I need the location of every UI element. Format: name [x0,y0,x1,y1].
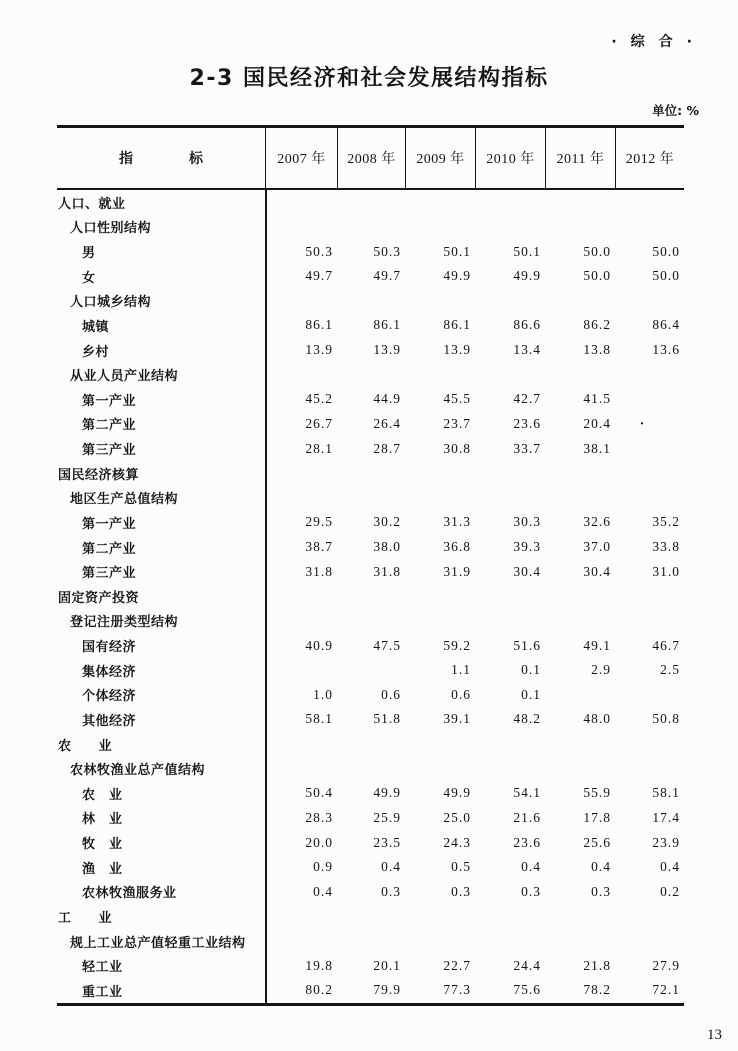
cell-value: 31.8 [305,563,333,579]
cell-value: 13.9 [373,342,401,358]
cell-value: 50.1 [513,243,541,259]
cell-value: 35.2 [652,514,680,530]
cell-value: 78.2 [583,982,611,998]
cell-value: 49.7 [305,268,333,284]
table-row [57,707,684,732]
cell-value: 79.9 [373,982,401,998]
cell-value: 47.5 [373,637,401,653]
cell-value: 31.0 [652,563,680,579]
row-indicator-label: 规上工业总产值轻重工业结构 [70,935,246,951]
row-indicator-label: 人口性别结构 [70,221,152,237]
cell-value: 50.0 [583,243,611,259]
year-column-header: 2007 年 [265,128,337,188]
cell-value: 31.3 [443,514,471,530]
row-indicator-label: 个体经济 [82,689,137,705]
table-row [57,313,684,338]
cell-value: 50.4 [305,785,333,801]
cell-value: 46.7 [652,637,680,653]
page-number: 13 [707,1027,722,1043]
cell-value: 23.7 [443,415,471,431]
cell-value: 50.8 [652,711,680,727]
table-row [57,362,684,387]
cell-value: 38.7 [305,539,333,555]
cell-value: 50.1 [443,243,471,259]
cell-value: 30.2 [373,514,401,530]
cell-value: 49.9 [373,785,401,801]
cell-value: 21.6 [513,809,541,825]
cell-value: 49.9 [443,785,471,801]
table-row [57,535,684,560]
cell-value: 0.6 [451,686,471,702]
cell-value: 49.1 [583,637,611,653]
table-row [57,215,684,240]
cell-value: 23.6 [513,834,541,850]
table-row [57,904,684,929]
section-corner-label: · 综 合 · [611,34,692,50]
year-column-header: 2009 年 [405,128,475,188]
cell-value: 0.4 [660,859,680,875]
cell-value: 49.9 [513,268,541,284]
cell-value: 0.9 [313,859,333,875]
table-row [57,461,684,486]
table-row [57,855,684,880]
year-column-header: 2010 年 [475,128,545,188]
cell-value: 86.1 [305,317,333,333]
table-row [57,584,684,609]
table-row [57,781,684,806]
cell-value: 86.6 [513,317,541,333]
cell-value: 32.6 [583,514,611,530]
cell-value: 0.1 [521,662,541,678]
table-row [57,953,684,978]
cell-value: 30.4 [513,563,541,579]
cell-value: 20.0 [305,834,333,850]
cell-value: 0.5 [451,859,471,875]
cell-value: 50.3 [305,243,333,259]
cell-value: 44.9 [373,391,401,407]
cell-value: 20.4 [583,415,611,431]
cell-value: 50.0 [583,268,611,284]
cell-value: 2.5 [660,662,680,678]
row-indicator-label: 男 [82,246,96,262]
row-indicator-label: 地区生产总值结构 [70,492,179,508]
cell-value: 80.2 [305,982,333,998]
cell-value: 77.3 [443,982,471,998]
cell-value: 75.6 [513,982,541,998]
row-indicator-label: 城镇 [82,319,110,335]
table-row [57,387,684,412]
row-indicator-label: 渔 业 [82,861,123,877]
cell-value: 48.2 [513,711,541,727]
table-row [57,510,684,535]
cell-value: 42.7 [513,391,541,407]
cell-value: 0.4 [591,859,611,875]
cell-value: 50.0 [652,268,680,284]
row-indicator-label: 第一产业 [82,516,137,532]
cell-value: 48.0 [583,711,611,727]
row-indicator-label: 其他经济 [82,713,137,729]
row-indicator-label: 农林牧渔业总产值结构 [70,763,206,779]
cell-value: 0.4 [313,883,333,899]
table-row [57,559,684,584]
row-indicator-label: 农 业 [82,787,123,803]
table-row [57,929,684,954]
row-indicator-label: 人口、就业 [58,196,126,212]
row-indicator-label: 固定资产投资 [58,590,140,606]
cell-value: 31.8 [373,563,401,579]
cell-value: 41.5 [583,391,611,407]
row-indicator-label: 乡村 [82,344,110,360]
cell-value: 21.8 [583,957,611,973]
cell-value: 86.2 [583,317,611,333]
cell-value: 0.2 [660,883,680,899]
table-row [57,978,684,1003]
table-row [57,264,684,289]
cell-value: 22.7 [443,957,471,973]
cell-value: 40.9 [305,637,333,653]
table-row [57,289,684,314]
cell-value: 1.0 [313,686,333,702]
table-row [57,338,684,363]
cell-value: 23.5 [373,834,401,850]
cell-value: 0.3 [451,883,471,899]
cell-value: 28.1 [305,440,333,456]
cell-value: 86.1 [373,317,401,333]
cell-value: 49.9 [443,268,471,284]
year-column-header: 2011 年 [545,128,615,188]
row-indicator-label: 国有经济 [82,640,137,656]
table-row [57,190,684,215]
table-row [57,412,684,437]
row-indicator-label: 重工业 [82,984,123,1000]
cell-value: 50.3 [373,243,401,259]
table-header-row [57,128,684,190]
table-row [57,880,684,905]
row-indicator-label: 从业人员产业结构 [70,369,179,385]
cell-value: 51.8 [373,711,401,727]
cell-value: 0.3 [521,883,541,899]
cell-value: 39.1 [443,711,471,727]
cell-value: 49.7 [373,268,401,284]
cell-value: 13.6 [652,342,680,358]
cell-value: 0.3 [381,883,401,899]
cell-value: 59.2 [443,637,471,653]
indicator-column-header: 指 标 [119,151,203,167]
cell-value: 13.9 [305,342,333,358]
cell-value: 45.2 [305,391,333,407]
row-indicator-label: 第三产业 [82,566,137,582]
row-indicator-label: 登记注册类型结构 [70,615,179,631]
cell-value: 23.6 [513,415,541,431]
cell-value: 38.1 [583,440,611,456]
cell-value: 33.7 [513,440,541,456]
cell-value: 86.1 [443,317,471,333]
cell-value: 51.6 [513,637,541,653]
cell-value: 24.4 [513,957,541,973]
row-indicator-label: 集体经济 [82,664,137,680]
cell-value: 23.9 [652,834,680,850]
row-indicator-label: 国民经济核算 [58,467,140,483]
row-indicator-label: 农 业 [58,738,113,754]
indicators-table [57,125,684,1006]
cell-value: 0.6 [381,686,401,702]
row-indicator-label: 人口城乡结构 [70,295,152,311]
cell-value: 13.9 [443,342,471,358]
cell-value: 2.9 [591,662,611,678]
year-column-header: 2008 年 [337,128,405,188]
cell-value: 17.4 [652,809,680,825]
table-row [57,239,684,264]
cell-value: 24.3 [443,834,471,850]
cell-value: 86.4 [652,317,680,333]
cell-value: 20.1 [373,957,401,973]
cell-value: 50.0 [652,243,680,259]
row-indicator-label: 工 业 [58,910,113,926]
cell-value: 30.8 [443,440,471,456]
row-indicator-label: 轻工业 [82,960,123,976]
cell-value: 58.1 [652,785,680,801]
indicator-column-divider [265,190,267,1003]
row-indicator-label: 第三产业 [82,443,137,459]
cell-value: 26.4 [373,415,401,431]
table-row [57,658,684,683]
year-column-header: 2012 年 [615,128,684,188]
cell-value: 31.9 [443,563,471,579]
table-row [57,486,684,511]
cell-value: · [639,415,646,431]
cell-value: 58.1 [305,711,333,727]
table-body [57,190,684,1003]
cell-value: 72.1 [652,982,680,998]
cell-value: 0.1 [521,686,541,702]
cell-value: 1.1 [451,662,471,678]
table-row [57,683,684,708]
row-indicator-label: 女 [82,270,96,286]
cell-value: 26.7 [305,415,333,431]
cell-value: 29.5 [305,514,333,530]
row-indicator-label: 林 业 [82,812,123,828]
cell-value: 0.4 [381,859,401,875]
cell-value: 54.1 [513,785,541,801]
cell-value: 25.0 [443,809,471,825]
cell-value: 38.0 [373,539,401,555]
cell-value: 13.4 [513,342,541,358]
cell-value: 45.5 [443,391,471,407]
cell-value: 37.0 [583,539,611,555]
cell-value: 0.4 [521,859,541,875]
cell-value: 55.9 [583,785,611,801]
page-title: 2-3 国民经济和社会发展结构指标 [189,66,549,91]
cell-value: 13.8 [583,342,611,358]
cell-value: 27.9 [652,957,680,973]
cell-value: 25.6 [583,834,611,850]
row-indicator-label: 牧 业 [82,837,123,853]
row-indicator-label: 第二产业 [82,418,137,434]
cell-value: 28.7 [373,440,401,456]
cell-value: 30.4 [583,563,611,579]
cell-value: 30.3 [513,514,541,530]
table-row [57,633,684,658]
cell-value: 36.8 [443,539,471,555]
cell-value: 19.8 [305,957,333,973]
unit-note: 单位: % [652,103,699,118]
cell-value: 17.8 [583,809,611,825]
table-row [57,806,684,831]
row-indicator-label: 农林牧渔服务业 [82,886,177,902]
row-indicator-label: 第一产业 [82,393,137,409]
cell-value: 28.3 [305,809,333,825]
table-row [57,436,684,461]
cell-value: 33.8 [652,539,680,555]
cell-value: 25.9 [373,809,401,825]
table-row [57,732,684,757]
table-row [57,609,684,634]
table-row [57,756,684,781]
table-row [57,830,684,855]
cell-value: 39.3 [513,539,541,555]
cell-value: 0.3 [591,883,611,899]
row-indicator-label: 第二产业 [82,541,137,557]
